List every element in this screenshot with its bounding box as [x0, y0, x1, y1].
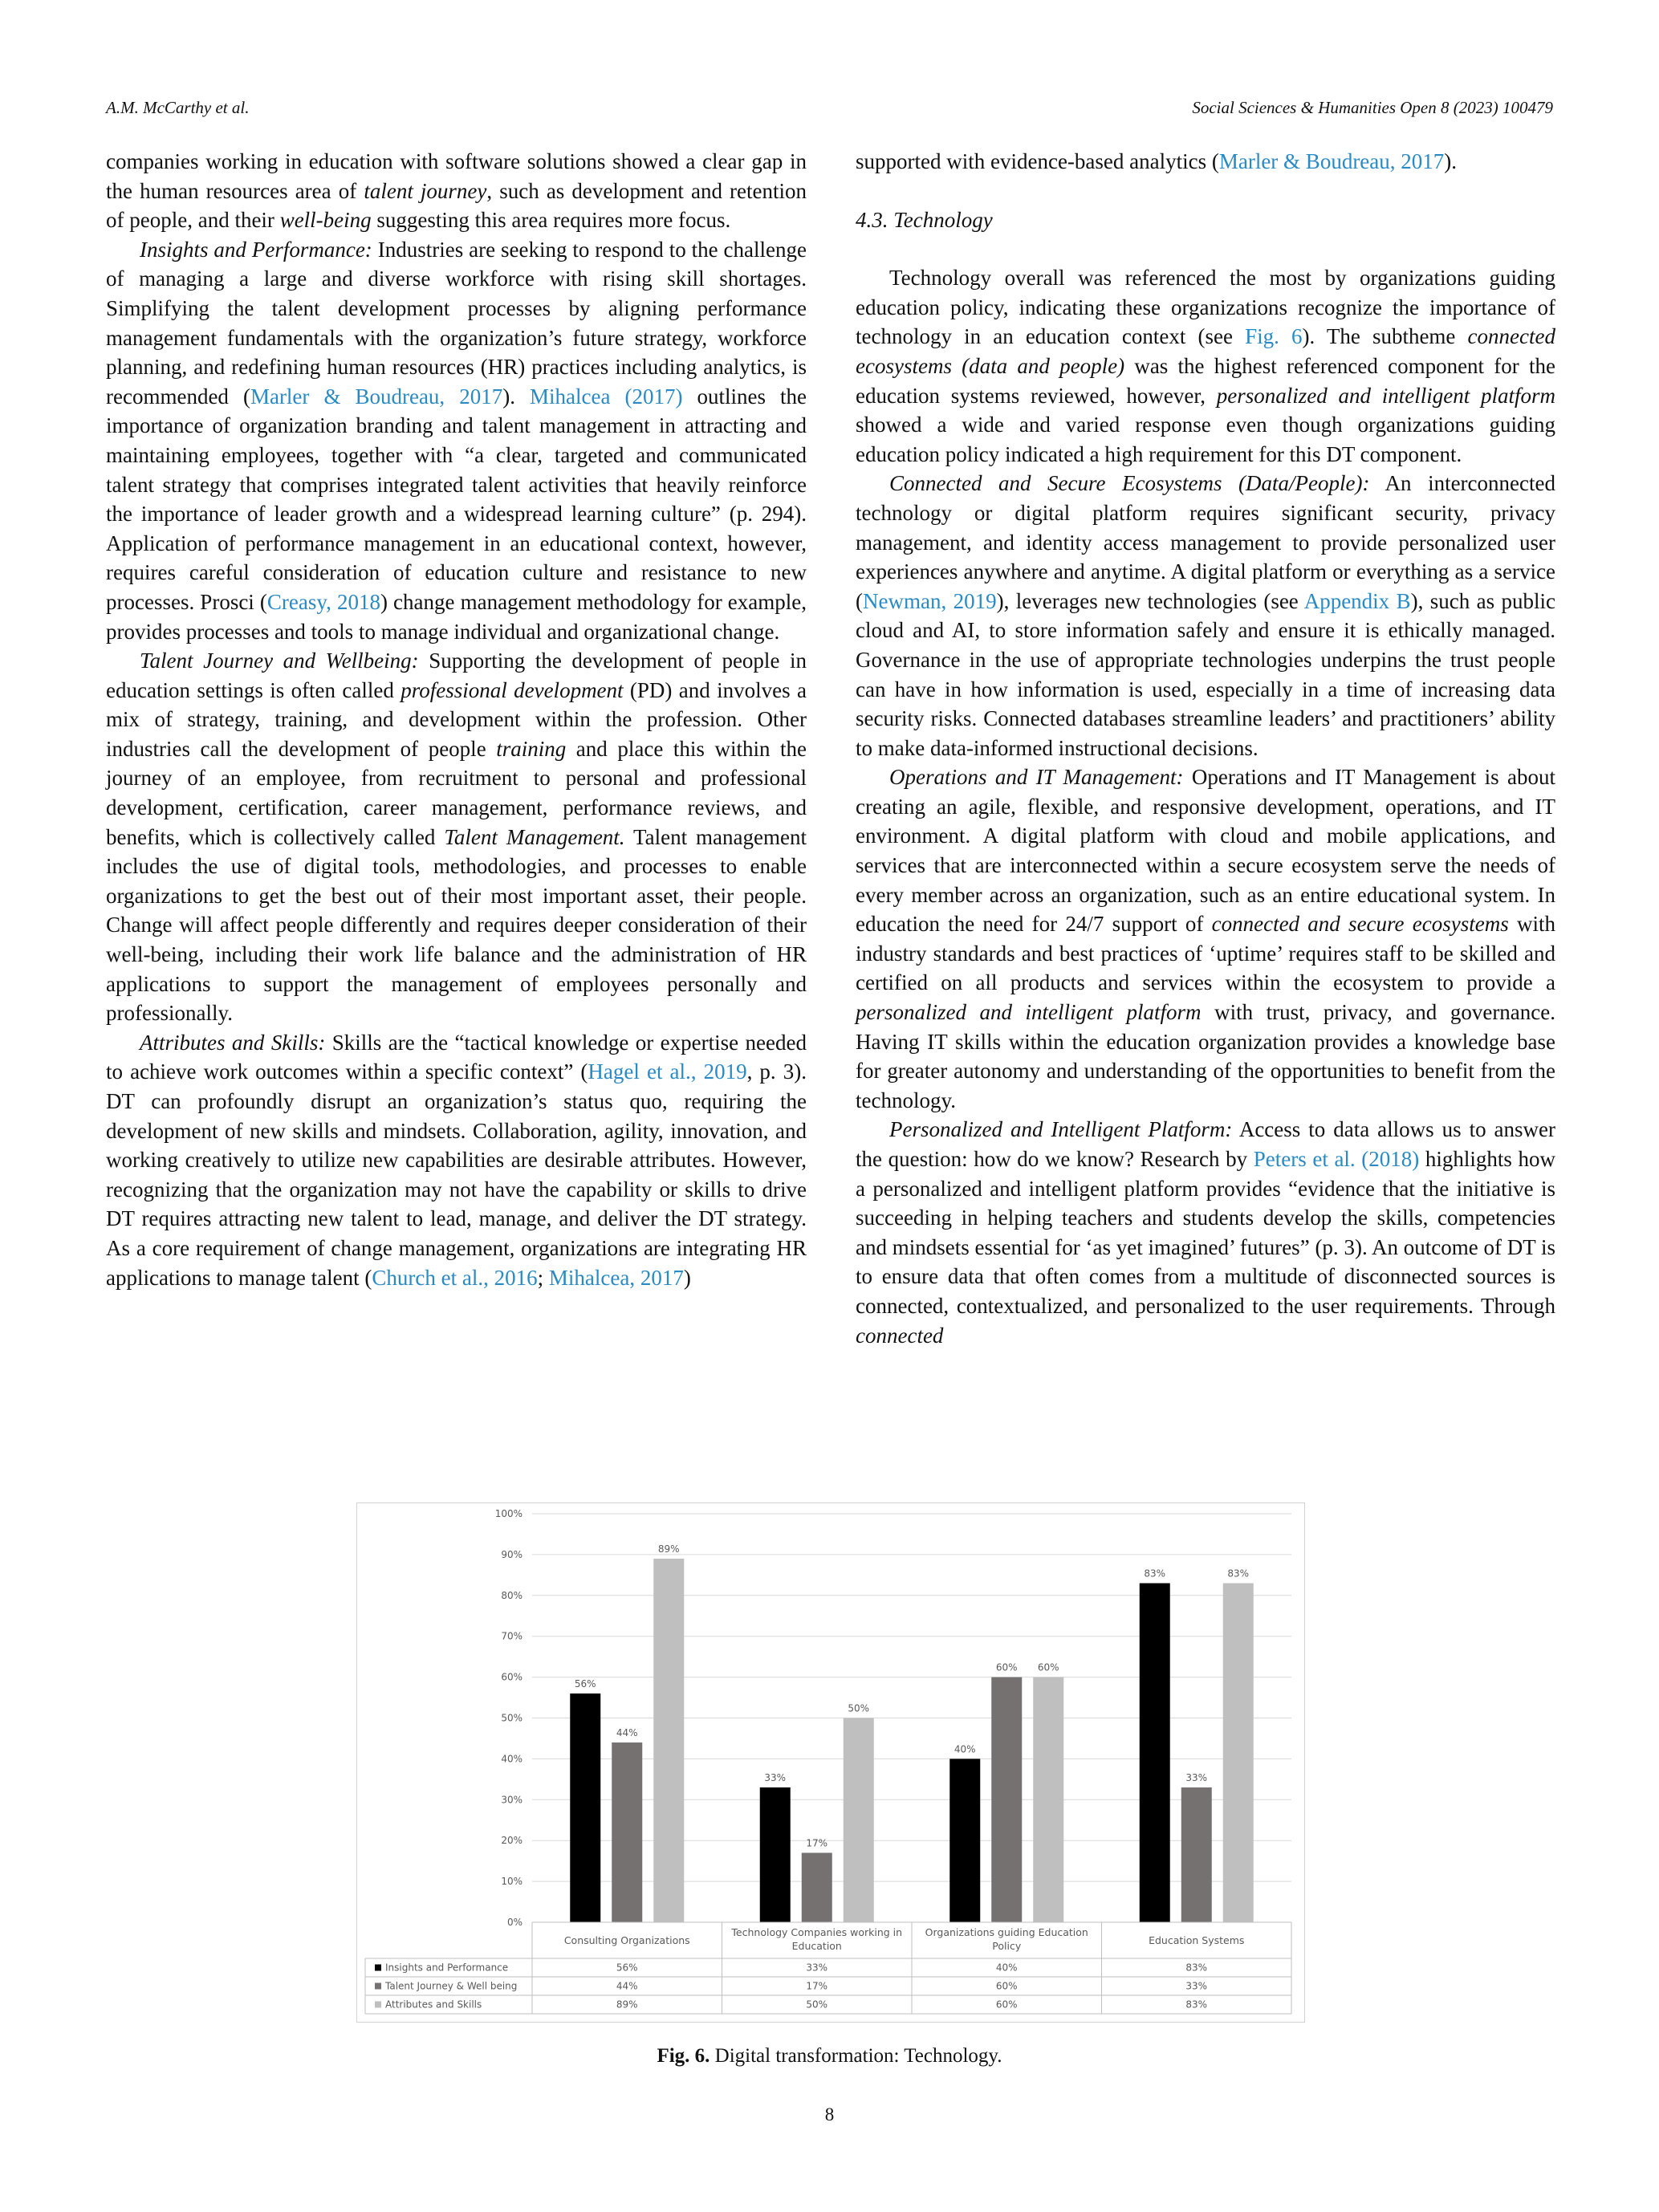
bar: [1181, 1787, 1212, 1922]
text-run: supported with evidence-based analytics (: [856, 149, 1219, 173]
figure-link[interactable]: Fig. 6: [1245, 324, 1303, 349]
italic-term: Talent Management.: [444, 824, 625, 849]
x-category-label: Organizations guiding Education: [925, 1926, 1088, 1938]
legend-label: Insights and Performance: [385, 1962, 509, 1974]
table-cell-value: 40%: [995, 1962, 1018, 1974]
paragraph: [106, 147, 807, 235]
legend-swatch: [375, 2002, 381, 2008]
italic-term: training: [496, 736, 567, 761]
italic-term: connected and secure ecosystems: [1211, 912, 1509, 937]
right-column: [856, 147, 1555, 1350]
text-run: companies working in education with software solutions showed a clear gap in the human resources area of: [106, 149, 807, 203]
legend-label: Talent Journey & Well being: [385, 1980, 518, 1992]
y-tick-label: 50%: [501, 1712, 523, 1724]
x-category-label: Technology Companies working in: [731, 1926, 903, 1938]
text-run: Technology overall was referenced the most by organizations guiding education policy, indicating these organizations recognize the importance of technology in an education context (see: [856, 266, 1555, 349]
caption-label: Fig. 6.: [657, 2045, 710, 2067]
text-run: ) change management methodology for example, provides processes and tools to manage individual and organizational change.: [106, 589, 807, 644]
legend-swatch: [375, 1983, 381, 1990]
y-tick-label: 60%: [501, 1671, 523, 1683]
bar: [1033, 1677, 1063, 1922]
paragraph-lead: Insights and Performance:: [140, 237, 372, 262]
italic-term: personalized and intelligent platform: [1216, 383, 1555, 408]
italic-term: talent journey: [364, 178, 487, 203]
text-run: was the highest referenced component for the education systems reviewed, however,: [856, 353, 1555, 408]
citation-link[interactable]: Mihalcea (2017): [530, 384, 683, 409]
paragraph-technology-overview: [856, 263, 1555, 469]
x-category-label: Education Systems: [1149, 1934, 1245, 1946]
text-run: Talent management includes the use of digital tools, methodologies, and processes to enable organizations to get the best out of their most important asset, their people. Change will affect people differently and requires deeper consideration of their well-being, including their work life balance and the administration of HR applications to support the management of employees personally and professionally.: [106, 824, 807, 1026]
table-cell-value: 33%: [806, 1962, 828, 1974]
x-category-label: Consulting Organizations: [563, 1934, 690, 1946]
data-label: 40%: [954, 1743, 976, 1755]
text-run: outlines the importance of organization branding and talent management in attracting and maintaining employees, together with “a clear, targeted and communicated talent strategy that comprises integrated talent activities that heavily reinforce the importance of leader growth and a widespread learning culture” (p. 294). Application of performance management in an educational context, however, requires careful consideration of education culture and resistance to new processes. Prosci (: [106, 384, 807, 614]
text-run: showed a wide and varied response even though organizations guiding education policy indicated a high requirement for this DT component.: [856, 413, 1555, 466]
y-tick-label: 90%: [501, 1548, 523, 1560]
paragraph-lead: Connected and Secure Ecosystems (Data/People):: [889, 471, 1370, 496]
table-cell-value: 50%: [806, 1999, 828, 2011]
bar: [612, 1742, 642, 1922]
paragraph-lead: Personalized and Intelligent Platform:: [889, 1117, 1233, 1142]
left-column: [106, 147, 807, 1292]
x-category-label: Education: [791, 1940, 842, 1952]
text-run: ).: [502, 384, 530, 409]
bar: [802, 1852, 832, 1922]
data-label: 83%: [1144, 1568, 1166, 1580]
y-tick-label: 20%: [501, 1835, 523, 1847]
data-label: 83%: [1227, 1568, 1250, 1580]
text-run: , p. 3). DT can profoundly disrupt an organization’s status quo, requiring the development of new skills and mindsets. Collaboration, agility, innovation, and working creatively to utilize new capabilities are desirable attributes. However, recognizing that the organization may not have the capability or skills to drive DT requires attracting new talent to lead, manage, and deliver the DT strategy. As a core requirement of change management, organizations are integrating HR applications to manage talent (: [106, 1059, 807, 1290]
section-heading: 4.3. Technology: [856, 207, 993, 232]
bar: [844, 1718, 874, 1923]
citation-link[interactable]: Marler & Boudreau, 2017: [250, 384, 503, 409]
data-label: 17%: [806, 1837, 828, 1849]
citation-link[interactable]: Mihalcea, 2017: [548, 1265, 684, 1290]
citation-link[interactable]: Hagel et al., 2019: [588, 1059, 747, 1084]
paragraph-connected-ecosystems: [856, 469, 1555, 762]
text-run: Industries are seeking to respond to the challenge of managing a large and diverse workforce with rising skill shortages. Simplifying the talent development processes by aligning performance management fundamentals with the organization’s future strategy, workforce planning, and redefining human resources (HR) practices including analytics, is recommended (: [106, 237, 807, 409]
y-tick-label: 0%: [506, 1917, 523, 1928]
paragraph-lead: Operations and IT Management:: [889, 765, 1184, 790]
text-run: , such as development and retention of people, and their: [106, 178, 807, 233]
table-cell-value: 83%: [1185, 1999, 1208, 2011]
data-label: 33%: [1185, 1772, 1208, 1784]
table-cell-value: 44%: [616, 1980, 638, 1992]
running-header-journal: Social Sciences & Humanities Open 8 (2023) 100479: [1192, 98, 1553, 117]
bar: [949, 1759, 980, 1922]
running-header-authors: A.M. McCarthy et al.: [106, 98, 250, 117]
table-cell-value: 60%: [995, 1980, 1018, 1992]
text-run: Supporting the development of people in education settings is often called: [106, 649, 807, 702]
figure-caption: [0, 2045, 1659, 2068]
y-tick-label: 30%: [501, 1794, 523, 1806]
bar: [653, 1559, 684, 1922]
text-run: ). The subtheme: [1302, 324, 1468, 349]
paragraph-lead: Talent Journey and Wellbeing:: [140, 649, 419, 673]
data-label: 56%: [574, 1677, 596, 1689]
text-run: ;: [537, 1265, 549, 1290]
text-run: (PD) and involves a mix of strategy, training, and development within the profession. Other industries call the development of people: [106, 677, 807, 761]
citation-link[interactable]: Peters et al. (2018): [1253, 1147, 1420, 1171]
caption-text: Digital transformation: Technology.: [710, 2045, 1002, 2067]
text-run: suggesting this area requires more focus.: [371, 208, 731, 233]
citation-link[interactable]: Church et al., 2016: [372, 1265, 538, 1290]
legend-swatch: [375, 1965, 381, 1971]
table-cell-value: 56%: [616, 1962, 638, 1974]
figure-6: [356, 1502, 1305, 2023]
appendix-link[interactable]: Appendix B: [1303, 588, 1411, 613]
text-run: Operations and IT Management is about creating an agile, flexible, and responsive development, operations, and IT environment. A digital platform with cloud and mobile applications, and services that are interconnected within a secure ecosystem serve the needs of every member across an organization, such as an entire educational system. In education the need for 24/7 support of: [856, 765, 1555, 937]
data-label: 89%: [657, 1543, 680, 1555]
y-tick-label: 40%: [501, 1753, 523, 1765]
bar: [570, 1694, 600, 1922]
bar: [991, 1677, 1022, 1922]
bar: [760, 1787, 791, 1922]
text-run: Access to data allows us to answer the question: how do we know? Research by: [856, 1117, 1555, 1171]
paragraph-insights-performance: [106, 235, 807, 646]
data-label: 60%: [1037, 1661, 1059, 1673]
y-tick-label: 70%: [501, 1630, 523, 1642]
text-run: An interconnected technology or digital platform requires significant security, privacy management, and identity access management to provide personalized user experiences anywhere and anytime. A digital platform or everything as a service (: [856, 471, 1555, 613]
data-label: 44%: [616, 1727, 638, 1739]
bar-chart: [357, 1503, 1304, 2022]
y-tick-label: 10%: [501, 1876, 523, 1888]
y-tick-label: 100%: [494, 1508, 523, 1519]
citation-link[interactable]: Newman, 2019: [863, 588, 997, 613]
text-run: highlights how a personalized and intelligent platform provides “evidence that the initiative is succeeding in helping teachers and students develop the skills, competencies and mindsets essential for ‘as yet imagined’ futures” (p. 3). An outcome of DT is to ensure data that often comes from a multitude of disconnected sources is connected, contextualized, and personalized to the user requirements. Through: [856, 1147, 1556, 1318]
citation-link[interactable]: Creasy, 2018: [266, 589, 380, 614]
table-cell-value: 60%: [995, 1999, 1018, 2011]
legend-label: Attributes and Skills: [385, 1999, 482, 2011]
table-cell-value: 89%: [616, 1999, 638, 2011]
table-cell-value: 83%: [1185, 1962, 1208, 1974]
paragraph-personalized-platform: [856, 1115, 1555, 1350]
italic-term: personalized and intelligent platform: [856, 1000, 1202, 1025]
text-run: Skills are the “tactical knowledge or expertise needed to achieve work outcomes within a specific context” (: [106, 1030, 807, 1084]
text-run: ), leverages new technologies (see: [996, 588, 1304, 613]
table-cell-value: 17%: [806, 1980, 828, 1992]
table-cell-value: 33%: [1185, 1980, 1208, 1992]
data-label: 50%: [848, 1702, 870, 1714]
text-run: with industry standards and best practices of ‘uptime’ requires staff to be skilled and certified on all products and services within the ecosystem to provide a: [856, 912, 1555, 995]
page-number: 8: [824, 2104, 835, 2125]
text-run: ): [683, 1265, 691, 1290]
italic-term: well-being: [279, 208, 372, 233]
paragraph-talent-journey: [106, 646, 807, 1028]
y-tick-label: 80%: [501, 1589, 523, 1601]
paragraph: [856, 147, 1555, 177]
paragraph-operations-it: [856, 762, 1555, 1115]
text-run: ), such as public cloud and AI, to store information safely and ensure it is ethically managed. Governance in the use of appropriate technologies underpins the trust people can have in how information is used, especially in a time of increasing data security risks. Connected databases streamline leaders’ and practitioners’ ability to make data-informed instructional decisions.: [856, 588, 1555, 760]
italic-term: professional development: [401, 677, 624, 702]
citation-link[interactable]: Marler & Boudreau, 2017: [1218, 149, 1445, 173]
italic-term: connected ecosystems (data and people): [856, 324, 1555, 378]
paragraph-attributes-skills: [106, 1028, 807, 1292]
bar: [1223, 1584, 1254, 1922]
text-run: ).: [1444, 149, 1458, 173]
bar: [1140, 1584, 1170, 1922]
italic-term: connected: [856, 1323, 944, 1348]
data-label: 60%: [995, 1661, 1018, 1673]
x-category-label: Policy: [992, 1940, 1022, 1952]
paragraph-lead: Attributes and Skills:: [140, 1030, 326, 1055]
data-label: 33%: [764, 1772, 787, 1784]
text-run: with trust, privacy, and governance. Having IT skills within the education organization provides a knowledge base for greater autonomy and understanding of the opportunities to benefit from the technology.: [856, 1000, 1556, 1112]
text-run: and place this within the journey of an employee, from recruitment to personal and professional development, certification, career management, performance reviews, and benefits, which is collectively called: [106, 736, 807, 849]
